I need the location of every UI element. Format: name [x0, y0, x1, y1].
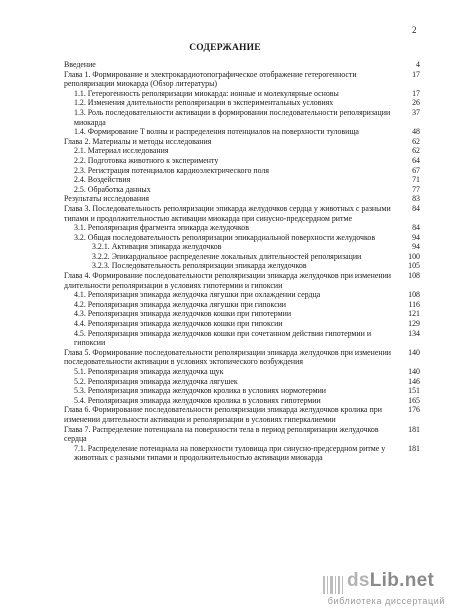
toc-entry — [64, 309, 424, 319]
toc-entry-text: 2.5. Обработка данных — [74, 184, 151, 194]
toc-entry-text: 3.2. Общая последовательность реполяризации эпикардиальной поверхности желудочков — [74, 232, 376, 242]
toc-entry-text: Глава 3. Последовательность реполяризации эпикарда желудочков сердца у животных с разными типами и продолжительностью активации миокарда при синусно-предсердном ритме — [64, 203, 391, 223]
toc-entry-page: 140 — [408, 347, 420, 357]
toc-entry — [64, 386, 424, 396]
toc-entry-page: 105 — [408, 261, 420, 271]
toc-entry — [64, 367, 424, 377]
toc-entry-text: Введение — [64, 60, 96, 69]
toc-entry — [64, 146, 424, 156]
toc-entry-text: Глава 5. Формирование последовательности реполяризации эпикарда желудочков при изменении последовательности активации в условиях эктопического возбуждения — [64, 347, 392, 367]
toc-entry-text: 4.1. Реполяризация эпикарда желудочка лягушки при охлаждении сердца — [74, 290, 321, 300]
toc-entry — [64, 185, 424, 195]
toc-entry-page: 71 — [412, 175, 420, 185]
toc-entry-text: Глава 2. Материалы и методы исследования — [64, 136, 212, 146]
toc-entry — [64, 271, 424, 290]
toc-entry-page: 121 — [408, 309, 420, 319]
toc-entry-page: 83 — [412, 194, 420, 204]
toc-entry-page: 151 — [408, 386, 420, 396]
toc-entry-page: 181 — [408, 443, 420, 453]
toc-entry-page: 62 — [412, 146, 420, 156]
toc-entry-text: 4.3. Реполяризация эпикарда желудочков кошки при гипотермии — [74, 309, 292, 319]
toc-entry-page: 64 — [412, 155, 420, 165]
toc-entry-page: 17 — [412, 69, 420, 79]
toc-entry — [64, 444, 424, 463]
toc-entry-text: 2.2. Подготовка животного к эксперименту — [74, 155, 219, 165]
toc-entry-page: 26 — [412, 98, 420, 108]
toc-entry — [64, 98, 424, 108]
toc-entry-page: 67 — [412, 165, 420, 175]
toc-entry — [64, 194, 424, 204]
toc-entry — [64, 233, 424, 243]
toc-entry — [64, 204, 424, 223]
toc-entry-page: 94 — [412, 242, 420, 252]
toc-entry-text: 5.3. Реполяризация эпикарда желудочков кролика в условиях нормотермии — [74, 386, 327, 396]
toc-entry — [64, 329, 424, 348]
toc-entry-text: 4.2. Реполяризация эпикарда желудочка лягушки при гипоксии — [74, 299, 287, 309]
toc-entry-text: 4.4. Реполяризация эпикарда желудочков кошки при гипоксии — [74, 319, 283, 329]
toc-entry — [64, 127, 424, 137]
toc-entry — [64, 156, 424, 166]
toc-entry-text: 1.3. Роль последовательности активации в формировании последовательности реполяризации миокарда — [74, 107, 391, 127]
table-of-contents — [64, 60, 424, 463]
toc-entry-page: 94 — [412, 232, 420, 242]
toc-entry-text: 3.1. Реполяризация фрагмента эпикарда желудочков — [74, 223, 249, 233]
logo-suffix: Lib.net — [369, 570, 435, 591]
toc-entry-page: 62 — [412, 136, 420, 146]
toc-entry — [64, 166, 424, 176]
toc-entry-page: 108 — [408, 290, 420, 300]
toc-entry-page: 176 — [408, 405, 420, 415]
barcode-icon — [323, 574, 347, 596]
toc-entry — [64, 137, 424, 147]
toc-entry-page: 4 — [416, 60, 420, 69]
toc-entry-text: Глава 7. Распределение потенциала на поверхности тела в период реполяризации желудочков сердца — [64, 424, 379, 444]
toc-entry-text: Глава 4. Формирование последовательности реполяризации эпикарда желудочков при изменении длительности реполяризации в условиях гипотермии и гипоксии — [64, 271, 392, 290]
toc-entry-text: 2.4. Воздействия — [74, 175, 131, 185]
toc-entry-page: 129 — [408, 319, 420, 329]
toc-entry-text: Глава 6. Формирование последовательности реполяризации эпикарда желудочков кролика при изменении длительности активации и реполяризации в условиях гиперкалиемии — [64, 405, 382, 424]
toc-entry — [64, 89, 424, 99]
toc-entry-page: 84 — [412, 203, 420, 213]
toc-entry-text: 3.2.2. Эпикардиальное распределение локальных длительностей реполяризации — [92, 251, 362, 261]
toc-entry-page: 84 — [412, 223, 420, 233]
toc-entry — [64, 290, 424, 300]
toc-entry-text: 3.2.1. Активация эпикарда желудочков — [92, 242, 222, 252]
toc-entry-page: 134 — [408, 328, 420, 338]
page-number: 2 — [412, 25, 417, 35]
toc-entry-text: 3.2.3. Последовательность реполяризации эпикарда желудочков — [92, 261, 307, 271]
toc-entry-page: 146 — [408, 376, 420, 386]
toc-entry — [64, 108, 424, 127]
toc-entry — [64, 300, 424, 310]
toc-entry-page: 48 — [412, 127, 420, 137]
toc-entry-page: 116 — [408, 299, 420, 309]
toc-entry — [64, 405, 424, 424]
toc-entry — [64, 425, 424, 444]
toc-entry-page: 181 — [408, 424, 420, 434]
toc-entry-text: 5.2. Реполяризация эпикарда желудочка лягушек — [74, 376, 238, 386]
logo-tagline: библиотека диссертаций — [327, 596, 445, 606]
toc-entry-page: 165 — [408, 395, 420, 405]
toc-entry-page: 100 — [408, 251, 420, 261]
toc-entry — [64, 175, 424, 185]
toc-entry-text: 2.1. Материал исследования — [74, 146, 169, 156]
toc-entry-text: 1.1. Гетерогенность реполяризации миокарда: ионные и молекулярные основы — [74, 88, 339, 98]
toc-entry-page: 140 — [408, 367, 420, 376]
toc-entry-page: 17 — [412, 88, 420, 98]
toc-entry-text: 5.1. Реполяризация эпикарда желудочка щук — [74, 367, 224, 376]
toc-entry — [64, 60, 424, 70]
toc-entry-text: Результаты исследования — [64, 194, 149, 204]
logo-prefix: ds — [347, 570, 370, 591]
toc-entry — [64, 396, 424, 406]
toc-entry — [64, 319, 424, 329]
toc-entry-text: 2.3. Регистрация потенциалов кардиоэлектрического поля — [74, 165, 270, 175]
toc-entry — [64, 223, 424, 233]
toc-entry — [64, 377, 424, 387]
toc-entry-text: 1.2. Изменения длительности реполяризации в экспериментальных условиях — [74, 98, 334, 108]
dslib-watermark — [319, 568, 449, 612]
toc-entry — [64, 261, 424, 271]
toc-entry-text: 1.4. Формирование T волны и распределения потенциалов на поверхности туловища — [74, 127, 359, 137]
toc-entry-page: 108 — [408, 271, 420, 281]
toc-entry-page: 77 — [412, 184, 420, 194]
toc-title: СОДЕРЖАНИЕ — [189, 43, 261, 53]
toc-entry-text: 4.5. Реполяризация эпикарда желудочков кошки при сочетанном действии гипотермии и гипоксии — [74, 328, 372, 348]
toc-entry — [64, 70, 424, 89]
toc-entry-page: 37 — [412, 107, 420, 117]
toc-entry — [64, 242, 424, 252]
toc-entry — [64, 252, 424, 262]
toc-entry-text: 7.1. Распределение потенциала на поверхности туловища при синусно-предсердном ритме у животных с разными типами и продолжительностью активации миокарда — [74, 443, 386, 463]
toc-entry-text: Глава 1. Формирование и электрокардиотопографическое отображение гетерогенности реполяризации миокарда (Обзор литературы) — [64, 69, 357, 89]
toc-entry — [64, 348, 424, 367]
dslib-logo-text — [347, 570, 434, 592]
toc-entry-text: 5.4. Реполяризация эпикарда желудочков кролика в условиях гипотермии — [74, 395, 321, 405]
